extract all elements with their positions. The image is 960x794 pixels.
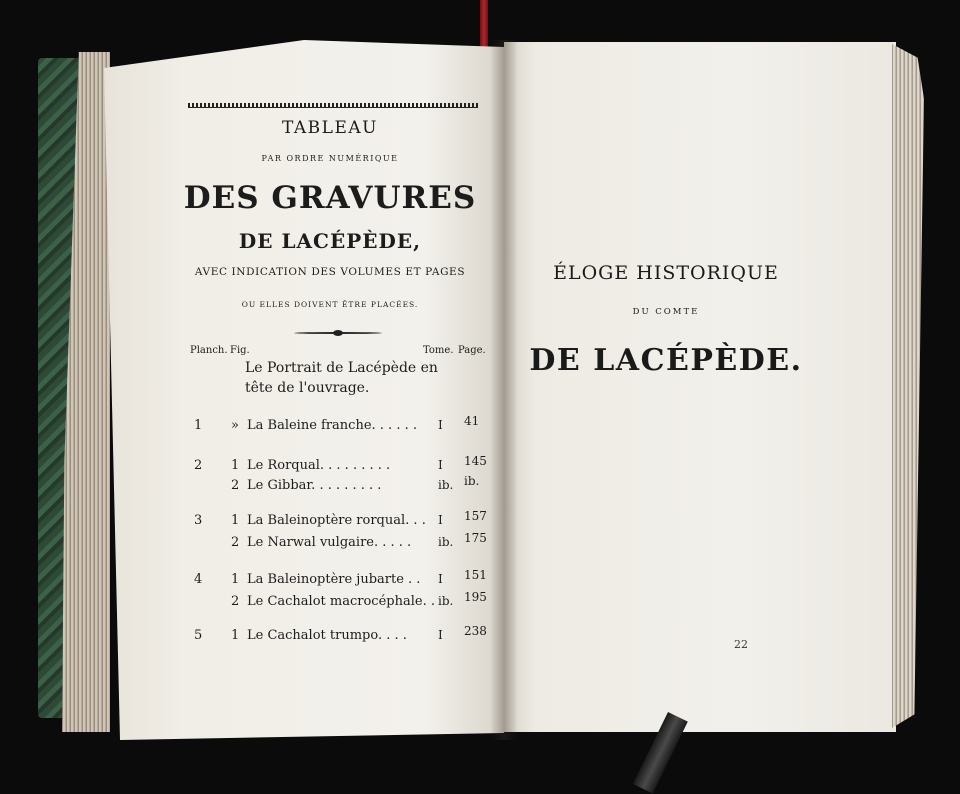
entry-tome: I	[438, 572, 443, 586]
book-gutter	[490, 40, 518, 740]
entry-fig: 1	[231, 572, 240, 587]
portrait-line-1: Le Portrait de Lacépède en	[245, 360, 438, 376]
de-lacepede-title: DE LACÉPÈDE.	[529, 343, 803, 378]
entry-planch: 2	[194, 458, 203, 473]
heading-tableau: TABLEAU	[282, 118, 378, 138]
entry-label: Le Cachalot trumpo. . . .	[247, 628, 407, 643]
entry-label: La Baleinoptère rorqual. . .	[247, 513, 426, 528]
entry-planch: 5	[194, 628, 203, 643]
entry-page: 175	[464, 531, 487, 545]
entry-fig: 1	[231, 513, 240, 528]
indication-line: AVEC INDICATION DES VOLUMES ET PAGES	[194, 266, 466, 278]
entry-fig: 2	[231, 478, 240, 493]
eloge-title: ÉLOGE HISTORIQUE	[553, 262, 779, 284]
entry-page: 238	[464, 624, 487, 638]
entry-page: 195	[464, 590, 487, 604]
entry-tome: ib.	[438, 594, 454, 608]
entry-label: Le Cachalot macrocéphale. .	[247, 594, 435, 609]
entry-label: Le Narwal vulgaire. . . . .	[247, 535, 412, 550]
ribbon-bookmark	[480, 0, 488, 48]
right-page-edges	[892, 44, 924, 728]
placement-line: OU ELLES DOIVENT ÊTRE PLACÉES.	[241, 300, 419, 309]
col-fig: Fig.	[230, 345, 250, 356]
entry-tome: I	[438, 458, 443, 472]
entry-tome: I	[438, 513, 443, 527]
entry-page: 151	[464, 568, 487, 582]
entry-fig: »	[231, 418, 239, 433]
entry-fig: 2	[231, 535, 240, 550]
entry-label: Le Rorqual. . . . . . . . .	[247, 458, 391, 473]
portrait-line-2: tête de l'ouvrage.	[245, 380, 370, 396]
entry-page: ib.	[464, 474, 480, 488]
subheading-ordre: PAR ORDRE NUMÉRIQUE	[261, 154, 399, 163]
top-dotted-rule	[188, 103, 478, 108]
main-title: DES GRAVURES	[183, 180, 477, 216]
col-page: Page.	[458, 345, 486, 356]
ornament-center	[333, 330, 343, 336]
entry-label: La Baleinoptère jubarte . .	[247, 572, 421, 587]
entry-planch: 4	[194, 572, 203, 587]
entry-planch: 1	[194, 418, 203, 433]
entry-page: 157	[464, 509, 487, 523]
entry-fig: 1	[231, 628, 240, 643]
entry-tome: ib.	[438, 535, 454, 549]
col-tome: Tome.	[423, 345, 454, 356]
entry-page: 41	[464, 414, 480, 428]
right-page	[504, 42, 896, 732]
du-comte: DU COMTE	[632, 307, 700, 317]
page-folio: 22	[734, 638, 748, 651]
entry-label: Le Gibbar. . . . . . . . .	[247, 478, 382, 493]
entry-fig: 1	[231, 458, 240, 473]
col-planch: Planch.	[190, 345, 228, 356]
entry-tome: I	[438, 628, 443, 642]
entry-fig: 2	[231, 594, 240, 609]
entry-tome: I	[438, 418, 443, 432]
entry-tome: ib.	[438, 478, 454, 492]
entry-label: La Baleine franche. . . . . .	[247, 418, 417, 433]
entry-planch: 3	[194, 513, 203, 528]
entry-page: 145	[464, 454, 487, 468]
subtitle: DE LACÉPÈDE,	[238, 229, 422, 253]
